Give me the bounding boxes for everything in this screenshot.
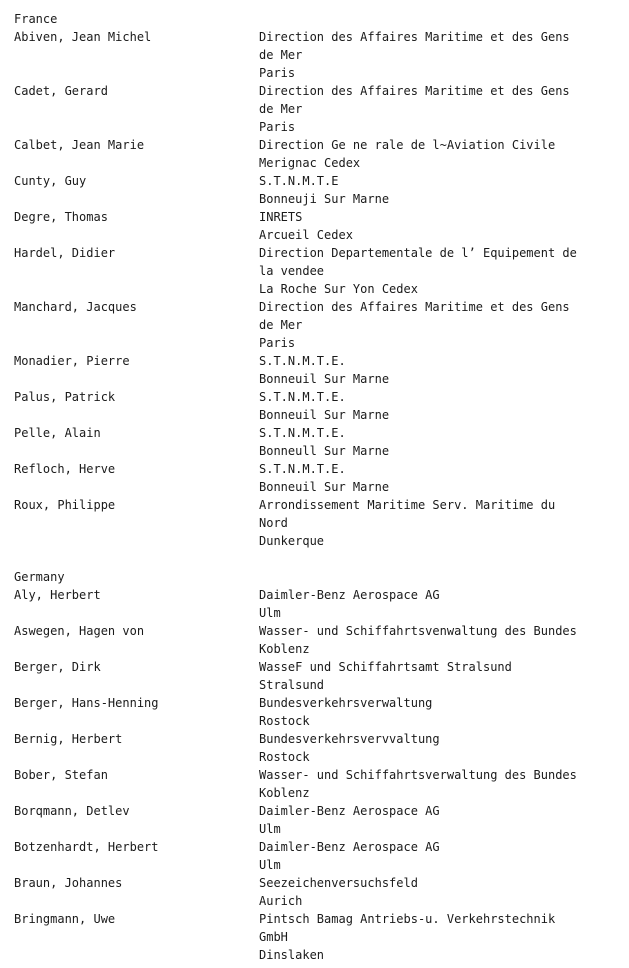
participant-entry — [14, 460, 619, 496]
affiliation-line: Bonneuil Sur Marne — [259, 408, 390, 422]
participant-name: Palus, Patrick — [14, 390, 116, 404]
participant-affiliation — [259, 838, 619, 874]
affiliation-line: S.T.N.M.T.E. — [259, 462, 346, 476]
affiliation-line: GmbH — [259, 930, 288, 944]
affiliation-line: Ulm — [259, 858, 281, 872]
participant-name: Braun, Johannes — [14, 876, 123, 890]
participant-name: Berger, Hans-Henning — [14, 696, 159, 710]
participant-name: Borqmann, Detlev — [14, 804, 130, 818]
country-section — [14, 10, 619, 550]
participant-affiliation — [259, 802, 619, 838]
participant-name: Monadier, Pierre — [14, 354, 130, 368]
affiliation-line: Pintsch Bamag Antriebs-u. Verkehrstechnik — [259, 912, 556, 926]
affiliation-line: Merignac Cedex — [259, 156, 361, 170]
participant-affiliation — [259, 136, 619, 172]
affiliation-line: Bundesverkehrsverwaltung — [259, 696, 433, 710]
affiliation-line: S.T.N.M.T.E. — [259, 426, 346, 440]
affiliation-line: Wasser- und Schiffahrtsverwaltung des Bundes — [259, 768, 577, 782]
affiliation-line: Paris — [259, 336, 296, 350]
affiliation-line: Seezeichenversuchsfeld — [259, 876, 418, 890]
country-section — [14, 568, 619, 964]
affiliation-line: Direction des Affaires Maritime et des Gens — [259, 300, 570, 314]
participant-entry — [14, 352, 619, 388]
affiliation-line: S.T.N.M.T.E. — [259, 390, 346, 404]
affiliation-line: S.T.N.M.T.E — [259, 174, 339, 188]
participant-affiliation — [259, 874, 619, 910]
participant-affiliation — [259, 910, 619, 964]
participant-entry — [14, 424, 619, 460]
affiliation-line: Ulm — [259, 822, 281, 836]
affiliation-line: Dunkerque — [259, 534, 325, 548]
participant-name: Bernig, Herbert — [14, 732, 123, 746]
affiliation-line: de Mer — [259, 48, 303, 62]
participant-entry — [14, 172, 619, 208]
affiliation-line: Paris — [259, 120, 296, 134]
participant-entry — [14, 28, 619, 82]
participant-name: Aly, Herbert — [14, 588, 101, 602]
participant-name: Botzenhardt, Herbert — [14, 840, 159, 854]
country-heading: France — [14, 12, 58, 26]
affiliation-line: INRETS — [259, 210, 303, 224]
affiliation-line: Daimler-Benz Aerospace AG — [259, 804, 440, 818]
affiliation-line: Aurich — [259, 894, 303, 908]
affiliation-line: S.T.N.M.T.E. — [259, 354, 346, 368]
affiliation-line: de Mer — [259, 318, 303, 332]
participant-entry — [14, 802, 619, 838]
participant-entry — [14, 298, 619, 352]
participant-affiliation — [259, 622, 619, 658]
participant-name: Cunty, Guy — [14, 174, 87, 188]
affiliation-line: Arcueil Cedex — [259, 228, 353, 242]
participant-entry — [14, 136, 619, 172]
affiliation-line: WasseF und Schiffahrtsamt Stralsund — [259, 660, 512, 674]
participant-entry — [14, 244, 619, 298]
participant-name: Abiven, Jean Michel — [14, 30, 152, 44]
affiliation-line: Bonneuil Sur Marne — [259, 480, 390, 494]
participant-affiliation — [259, 424, 619, 460]
section-divider — [14, 550, 619, 568]
participant-entry — [14, 910, 619, 964]
affiliation-line: Direction Departementale de l’ Equipement de — [259, 246, 577, 260]
participant-affiliation — [259, 496, 619, 550]
participant-entry — [14, 622, 619, 658]
participant-name: Calbet, Jean Marie — [14, 138, 145, 152]
participant-affiliation — [259, 82, 619, 136]
affiliation-line: Paris — [259, 66, 296, 80]
participant-list — [14, 10, 619, 964]
participant-entry — [14, 730, 619, 766]
participant-affiliation — [259, 730, 619, 766]
affiliation-line: Direction des Affaires Maritime et des Gens — [259, 30, 570, 44]
participant-affiliation — [259, 28, 619, 82]
participant-name: Pelle, Alain — [14, 426, 101, 440]
affiliation-line: Ulm — [259, 606, 281, 620]
participant-affiliation — [259, 172, 619, 208]
affiliation-line: Rostock — [259, 750, 310, 764]
participant-affiliation — [259, 352, 619, 388]
participant-name: Aswegen, Hagen von — [14, 624, 145, 638]
affiliation-line: La Roche Sur Yon Cedex — [259, 282, 418, 296]
affiliation-line: Wasser- und Schiffahrtsvenwaltung des Bundes — [259, 624, 577, 638]
participant-entry — [14, 208, 619, 244]
affiliation-line: Stralsund — [259, 678, 325, 692]
participant-affiliation — [259, 694, 619, 730]
affiliation-line: la vendee — [259, 264, 325, 278]
affiliation-line: Bundesverkehrsvervvaltung — [259, 732, 440, 746]
affiliation-line: Daimler-Benz Aerospace AG — [259, 840, 440, 854]
participant-entry — [14, 838, 619, 874]
participant-name: Bober, Stefan — [14, 768, 108, 782]
participant-affiliation — [259, 586, 619, 622]
affiliation-line: Arrondissement Maritime Serv. Maritime du — [259, 498, 556, 512]
participant-entry — [14, 694, 619, 730]
participant-entry — [14, 586, 619, 622]
participant-name: Hardel, Didier — [14, 246, 116, 260]
participant-name: Manchard, Jacques — [14, 300, 137, 314]
affiliation-line: Koblenz — [259, 786, 310, 800]
affiliation-line: Direction Ge ne rale de l~Aviation Civile — [259, 138, 556, 152]
participant-affiliation — [259, 658, 619, 694]
affiliation-line: Nord — [259, 516, 288, 530]
participant-entry — [14, 658, 619, 694]
participant-entry — [14, 496, 619, 550]
country-heading: Germany — [14, 570, 65, 584]
participant-entry — [14, 82, 619, 136]
participant-affiliation — [259, 388, 619, 424]
participant-entry — [14, 388, 619, 424]
participant-name: Refloch, Herve — [14, 462, 116, 476]
participant-entry — [14, 766, 619, 802]
participant-affiliation — [259, 460, 619, 496]
affiliation-line: Bonneuil Sur Marne — [259, 372, 390, 386]
participant-affiliation — [259, 298, 619, 352]
participant-affiliation — [259, 244, 619, 298]
participant-affiliation — [259, 208, 619, 244]
affiliation-line: de Mer — [259, 102, 303, 116]
participant-name: Berger, Dirk — [14, 660, 101, 674]
affiliation-line: Koblenz — [259, 642, 310, 656]
affiliation-line: Bonneull Sur Marne — [259, 444, 390, 458]
participant-name: Roux, Philippe — [14, 498, 116, 512]
participant-affiliation — [259, 766, 619, 802]
affiliation-line: Rostock — [259, 714, 310, 728]
affiliation-line: Bonneuji Sur Marne — [259, 192, 390, 206]
affiliation-line: Daimler-Benz Aerospace AG — [259, 588, 440, 602]
affiliation-line: Dinslaken — [259, 948, 325, 962]
participant-name: Cadet, Gerard — [14, 84, 108, 98]
affiliation-line: Direction des Affaires Maritime et des Gens — [259, 84, 570, 98]
participant-name: Bringmann, Uwe — [14, 912, 116, 926]
participant-name: Degre, Thomas — [14, 210, 108, 224]
participant-entry — [14, 874, 619, 910]
